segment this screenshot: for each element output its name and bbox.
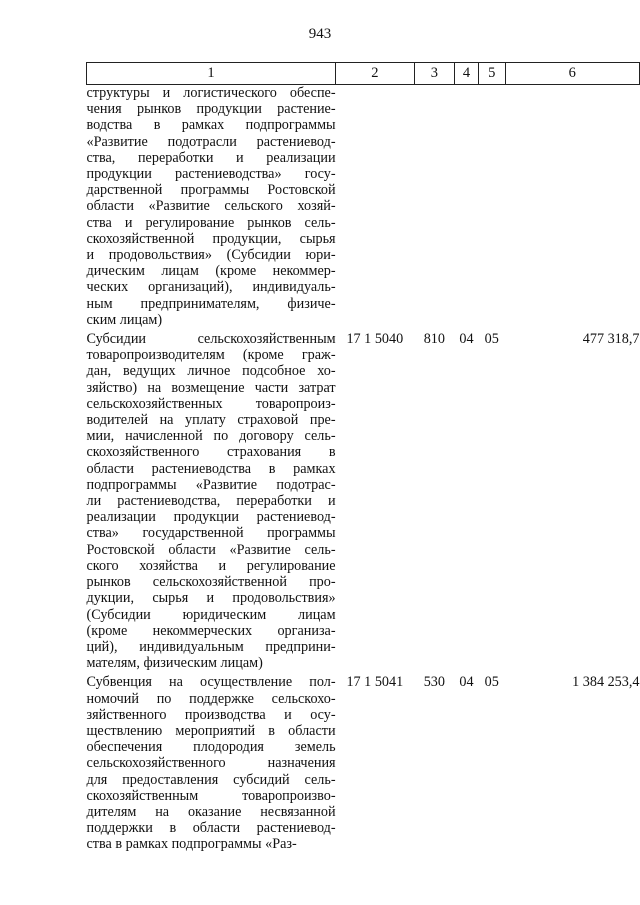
description-line: подпрограммы «Развитие подотрас- xyxy=(86,476,336,493)
row-subsection: 05 xyxy=(484,674,499,691)
row-description xyxy=(87,674,336,855)
description-line: ческих организаций), индивидуаль- xyxy=(86,279,336,296)
description-line: номочий по поддержке сельскохо- xyxy=(86,690,336,707)
header-row xyxy=(87,63,640,85)
header-col-5: 5 xyxy=(478,63,505,85)
row-expense-type xyxy=(414,85,455,332)
description-line: сельскохозяйственных товаропроиз- xyxy=(86,395,336,412)
description-line: (кроме некоммерческих организа- xyxy=(86,622,336,639)
description-line: продукции растениеводства» госу- xyxy=(86,166,336,183)
description-line: чения рынков продукции растение- xyxy=(86,101,336,118)
description-line: товаропроизводителям (кроме граж- xyxy=(86,347,336,364)
budget-table xyxy=(86,62,640,856)
header-col-1: 1 xyxy=(87,63,336,85)
description-line: реализации продукции растениевод- xyxy=(86,509,336,526)
description-line: скохозяйственной продукции, сырья xyxy=(86,230,336,247)
description-line: дителям на оказание несвязанной xyxy=(86,803,336,820)
description-line: дическим лицам (кроме некоммер- xyxy=(86,263,336,280)
row-amount: 477 318,7 xyxy=(582,331,640,348)
row-subsection: 05 xyxy=(484,331,499,348)
description-line: ства» государственной программы xyxy=(86,525,336,542)
row-section: 04 xyxy=(459,331,474,348)
description-line: водителей на уплату страховой пре- xyxy=(86,412,336,429)
description-line: для предоставления субсидий сель- xyxy=(86,771,336,788)
header-col-2: 2 xyxy=(336,63,414,85)
description-line: ным предпринимателям, физиче- xyxy=(86,295,336,312)
description-line: ществлению мероприятий в области xyxy=(86,722,336,739)
description-line: области растениеводства в рамках xyxy=(86,460,336,477)
description-line: дан, ведущих личное подсобное хо- xyxy=(86,363,336,380)
description-line: области «Развитие сельского хозяй- xyxy=(86,198,336,215)
description-line: мателям, физическим лицам) xyxy=(86,655,263,672)
description-line: ства, переработки и реализации xyxy=(86,149,336,166)
table-row xyxy=(87,331,640,674)
description-line: рынков сельскохозяйственной про- xyxy=(86,574,336,591)
description-line: Субвенция на осуществление пол- xyxy=(86,674,336,691)
page-number: 943 xyxy=(308,26,332,42)
description-line: мии, начисленной по договору сель- xyxy=(86,428,336,445)
description-line: ли растениеводства, переработки и xyxy=(86,493,336,510)
row-target-code: 17 1 5041 xyxy=(346,674,404,691)
table-row xyxy=(87,674,640,855)
description-line: (Субсидии юридическим лицам xyxy=(86,606,336,623)
description-line: скохозяйственного страхования в xyxy=(86,444,336,461)
description-line: водства в рамках подпрограммы xyxy=(86,117,336,134)
row-amount: 1 384 253,4 xyxy=(572,674,640,691)
description-line: сельскохозяйственного назначения xyxy=(86,755,336,772)
header-col-3: 3 xyxy=(414,63,455,85)
row-amount xyxy=(505,85,639,332)
table-row xyxy=(87,85,640,332)
row-expense-type: 530 xyxy=(423,674,445,691)
description-line: ства и регулирование рынков сель- xyxy=(86,214,336,231)
row-section: 04 xyxy=(459,674,474,691)
row-expense-type: 810 xyxy=(423,331,445,348)
description-line: ций), индивидуальным предприни- xyxy=(86,638,336,655)
description-line: дарственной программы Ростовской xyxy=(86,182,336,199)
description-line: обеспечения плодородия земель xyxy=(86,739,336,756)
description-line: Ростовской области «Развитие сель- xyxy=(86,541,336,558)
row-section xyxy=(455,85,479,332)
description-line: поддержки в области растениевод- xyxy=(86,820,336,837)
row-description xyxy=(87,331,336,674)
description-line: ского хозяйства и регулирование xyxy=(86,557,336,574)
description-line: дукции, сырья и продовольствия» xyxy=(86,590,336,607)
row-target-code: 17 1 5040 xyxy=(346,331,404,348)
description-line: ским лицам) xyxy=(86,311,163,328)
row-subsection xyxy=(478,85,505,332)
table-body xyxy=(87,85,640,856)
row-description xyxy=(87,85,336,332)
description-line: структуры и логистического обеспе- xyxy=(86,85,336,101)
description-line: и продовольствия» (Субсидии юри- xyxy=(86,247,336,264)
description-line: Субсидии сельскохозяйственным xyxy=(86,331,336,348)
header-col-4: 4 xyxy=(455,63,479,85)
description-line: ства в рамках подпрограммы «Раз- xyxy=(86,836,297,853)
header-col-6: 6 xyxy=(505,63,639,85)
description-line: зяйство) на возмещение части затрат xyxy=(86,379,336,396)
description-line: «Развитие подотрасли растениевод- xyxy=(86,133,336,150)
row-target-code xyxy=(336,85,414,332)
description-line: скохозяйственным товаропроизво- xyxy=(86,787,336,804)
description-line: зяйственного производства и осу- xyxy=(86,706,336,723)
